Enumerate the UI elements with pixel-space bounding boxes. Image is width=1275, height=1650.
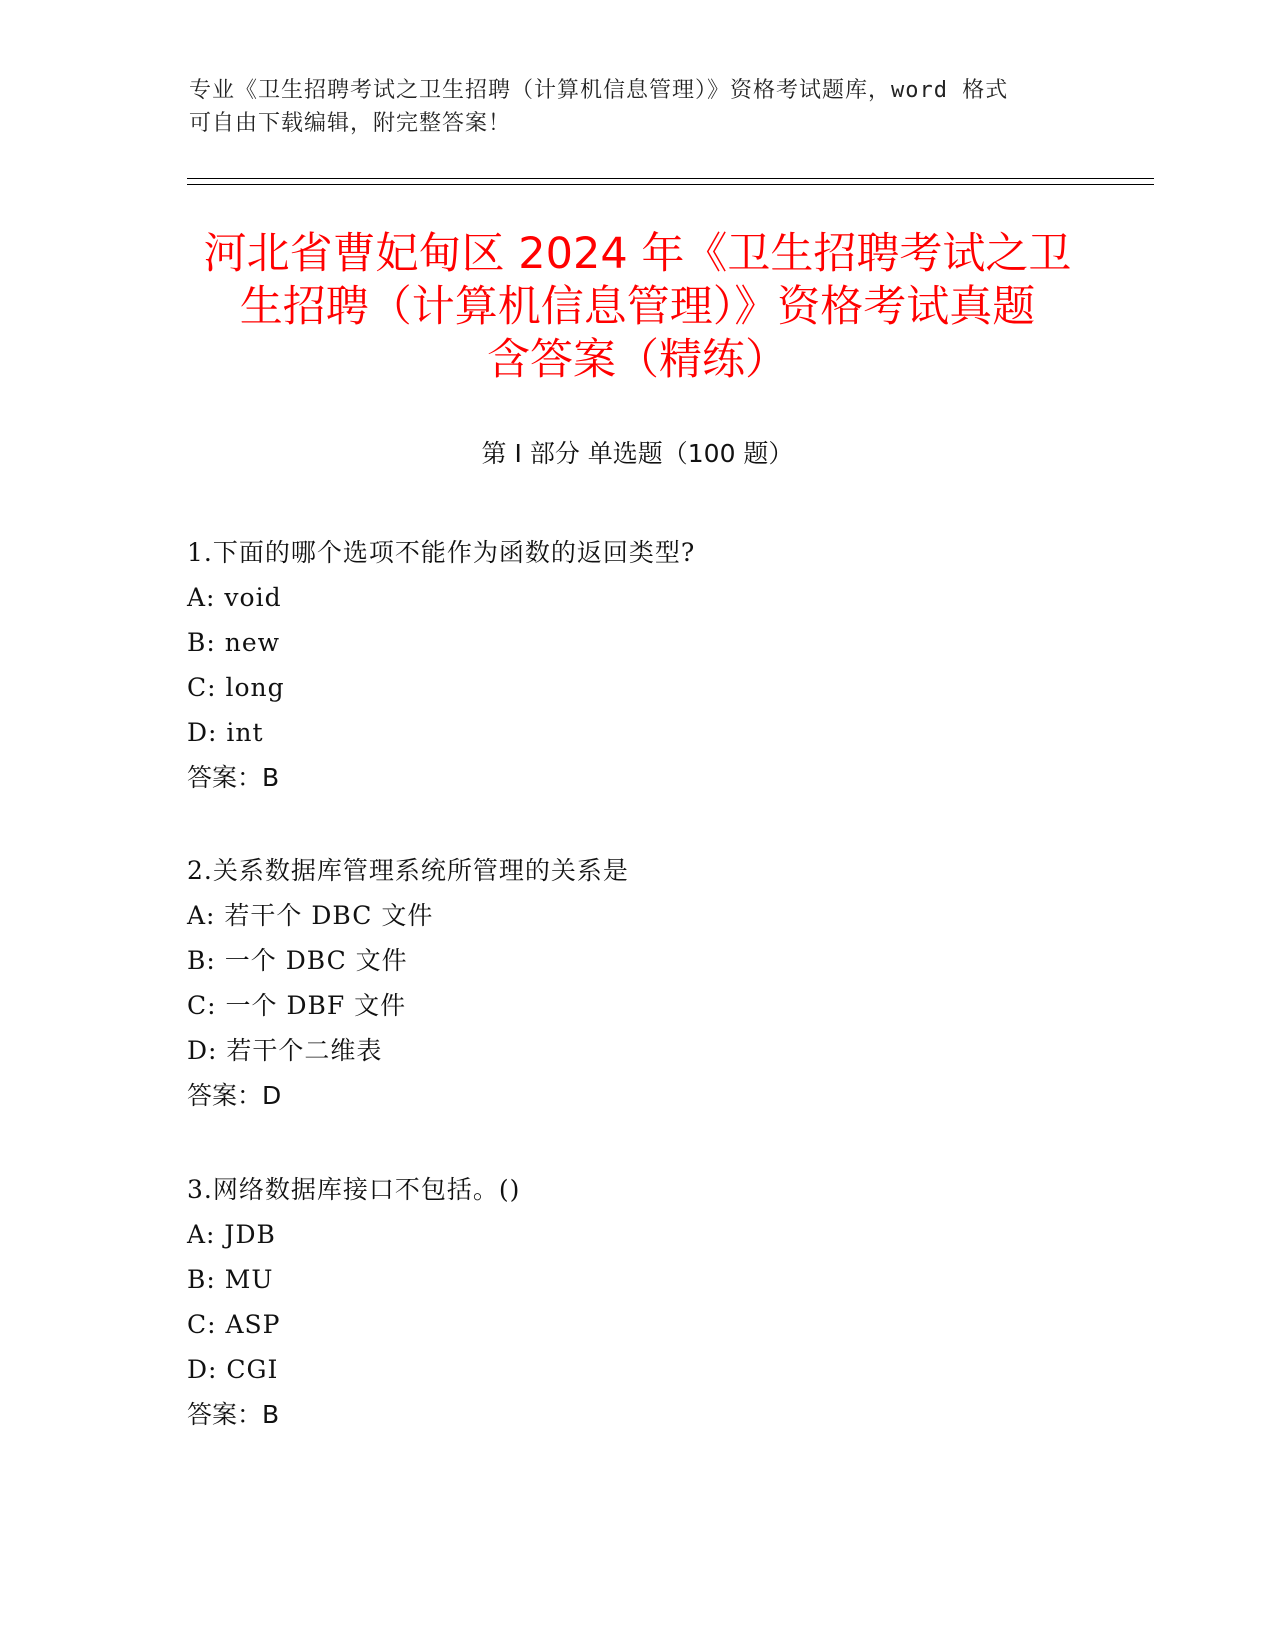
option-c: C: 一个 DBF 文件: [187, 991, 407, 1020]
document-title-line-1: 河北省曹妃甸区 2024 年《卫生招聘考试之卫: [203, 229, 1072, 279]
option-c: C: ASP: [187, 1310, 281, 1339]
header-divider-bottom: [187, 184, 1154, 185]
header-note-line-1: 专业《卫生招聘考试之卫生招聘（计算机信息管理）》资格考试题库，word 格式: [189, 78, 1009, 103]
answer-line: 答案：B: [187, 763, 280, 792]
option-b: B: new: [187, 628, 281, 657]
header-divider-top: [187, 178, 1154, 179]
document-title-line-3: 含答案（精练）: [487, 335, 788, 385]
option-c: C: long: [187, 673, 285, 702]
option-b: B: MU: [187, 1265, 274, 1294]
header-note-line-2: 可自由下载编辑，附完整答案！: [189, 111, 512, 136]
document-title-line-2: 生招聘（计算机信息管理）》资格考试真题: [239, 282, 1036, 332]
option-a: A: 若干个 DBC 文件: [187, 901, 434, 930]
option-d: D: 若干个二维表: [187, 1036, 383, 1065]
section-heading: 第 I 部分 单选题（100 题）: [481, 439, 794, 468]
option-a: A: JDB: [187, 1220, 276, 1249]
question-block: [187, 530, 1087, 800]
document-header-note: [189, 74, 1089, 140]
option-d: D: int: [187, 718, 264, 747]
answer-line: 答案：B: [187, 1400, 280, 1429]
question-stem: 3.网络数据库接口不包括。(): [187, 1175, 521, 1204]
question-block: [187, 848, 1087, 1118]
question-stem: 1.下面的哪个选项不能作为函数的返回类型?: [187, 538, 696, 567]
option-b: B: 一个 DBC 文件: [187, 946, 408, 975]
answer-line: 答案：D: [187, 1081, 282, 1110]
question-block: [187, 1167, 1087, 1437]
option-d: D: CGI: [187, 1355, 279, 1384]
document-title: [170, 228, 1105, 387]
question-stem: 2.关系数据库管理系统所管理的关系是: [187, 856, 629, 885]
option-a: A: void: [187, 583, 282, 612]
